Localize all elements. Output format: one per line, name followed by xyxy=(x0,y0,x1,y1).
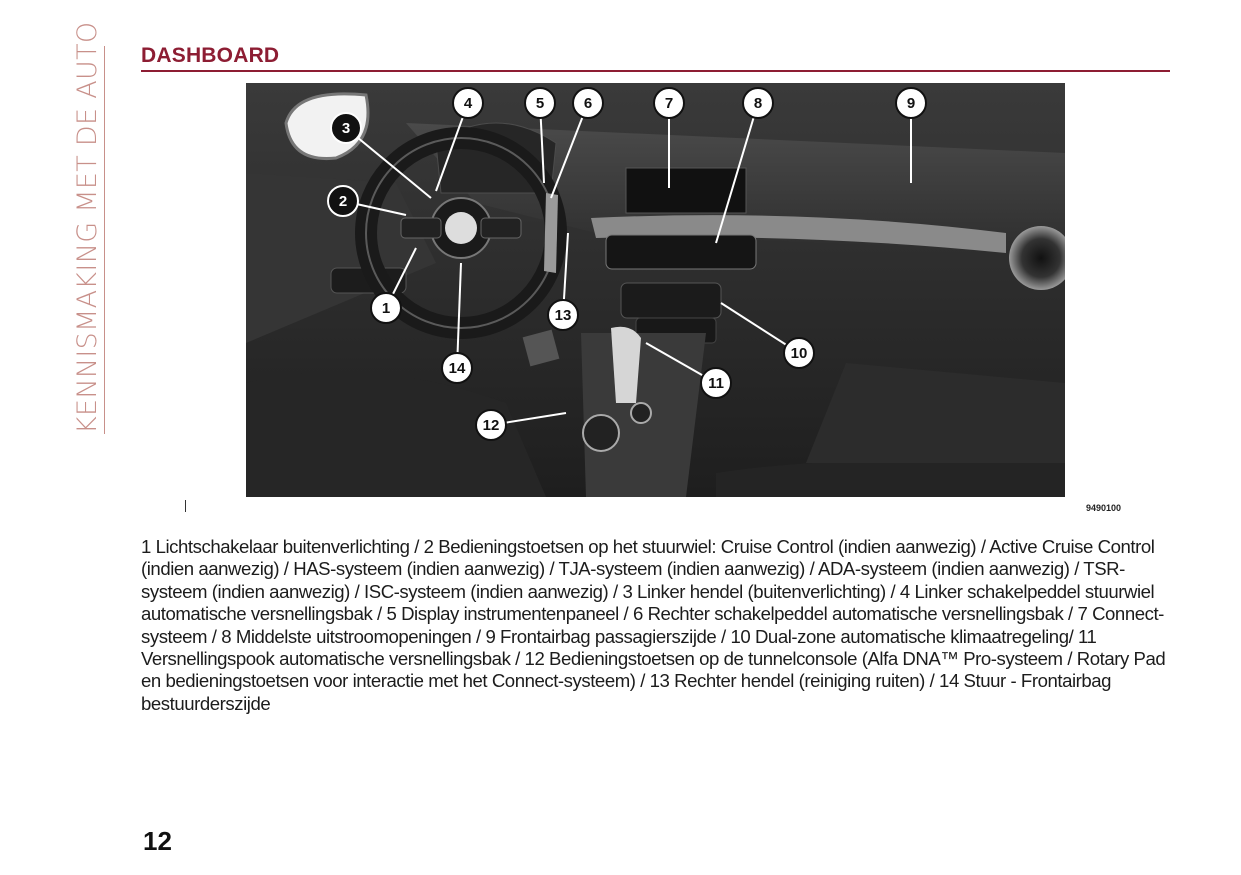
callout-10 xyxy=(784,338,814,368)
callout-7 xyxy=(654,88,684,118)
svg-text:11: 11 xyxy=(708,375,724,392)
svg-text:12: 12 xyxy=(482,417,500,434)
callout-12 xyxy=(476,410,506,440)
svg-text:7: 7 xyxy=(664,95,674,112)
dashboard-illustration xyxy=(246,83,1065,497)
figure-code: 9490100 xyxy=(1086,503,1122,513)
svg-text:1: 1 xyxy=(381,300,391,317)
svg-text:13: 13 xyxy=(554,307,572,324)
svg-text:9: 9 xyxy=(906,95,916,112)
svg-text:14: 14 xyxy=(448,360,466,377)
callout-5 xyxy=(525,88,555,118)
svg-text:10: 10 xyxy=(790,345,808,362)
callout-1 xyxy=(371,293,401,323)
page-number: 12 xyxy=(143,826,172,856)
title-rule xyxy=(141,70,1170,72)
callout-11 xyxy=(701,368,731,398)
svg-text:4: 4 xyxy=(463,95,473,112)
figure-tick-mark xyxy=(185,500,186,512)
callout-14 xyxy=(442,353,472,383)
svg-text:2: 2 xyxy=(338,193,348,210)
svg-text:8: 8 xyxy=(753,95,763,112)
callout-9 xyxy=(896,88,926,118)
callout-13 xyxy=(548,300,578,330)
figure-caption: 1 Lichtschakelaar buitenverlichting / 2 Bedieningstoetsen op het stuurwiel: Cruise Control (indien aanwezig) / Active Cruise Control (indien aanwezig) / HAS-systeem (indien aanwezig) / TJA-systeem (indien aanwezig) / ADA-systeem (indien aanwezig) / TSR-systeem (indien aanwezig) / ISC-systeem (indien aanwezig) / 3 Linker hendel (buitenverlichting) / 4 Linker schakelpeddel stuurwiel automatische versnellingsbak / 5 Display instrumentenpaneel / 6 Rechter schakelpeddel automatische versnellingsbak / 7 Connect-systeem / 8 Middelste uitstroomopeningen / 9 Frontairbag passagierszijde / 10 Dual-zone automatische klimaatregeling/ 11 Versnellingspook automatische versnellingsbak / 12 Bedieningstoetsen op de tunnelconsole (Alfa DNA™ Pro-systeem / Rotary Pad en bedieningstoetsen voor interactie met het Connect-systeem) / 13 Rechter hendel (reiniging ruiten) / 14 Stuur - Frontairbag bestuurderszijde xyxy=(141,536,1166,714)
chapter-side-rule xyxy=(104,46,105,434)
svg-text:5: 5 xyxy=(535,95,545,112)
callout-6 xyxy=(573,88,603,118)
svg-text:6: 6 xyxy=(583,95,593,112)
callout-3 xyxy=(331,113,361,143)
callout-2 xyxy=(328,186,358,216)
chapter-side-tab: KENNISMAKING MET DE AUTO xyxy=(72,21,103,434)
section-title: DASHBOARD xyxy=(141,44,280,67)
callout-8 xyxy=(743,88,773,118)
svg-text:3: 3 xyxy=(341,120,351,137)
callout-4 xyxy=(453,88,483,118)
